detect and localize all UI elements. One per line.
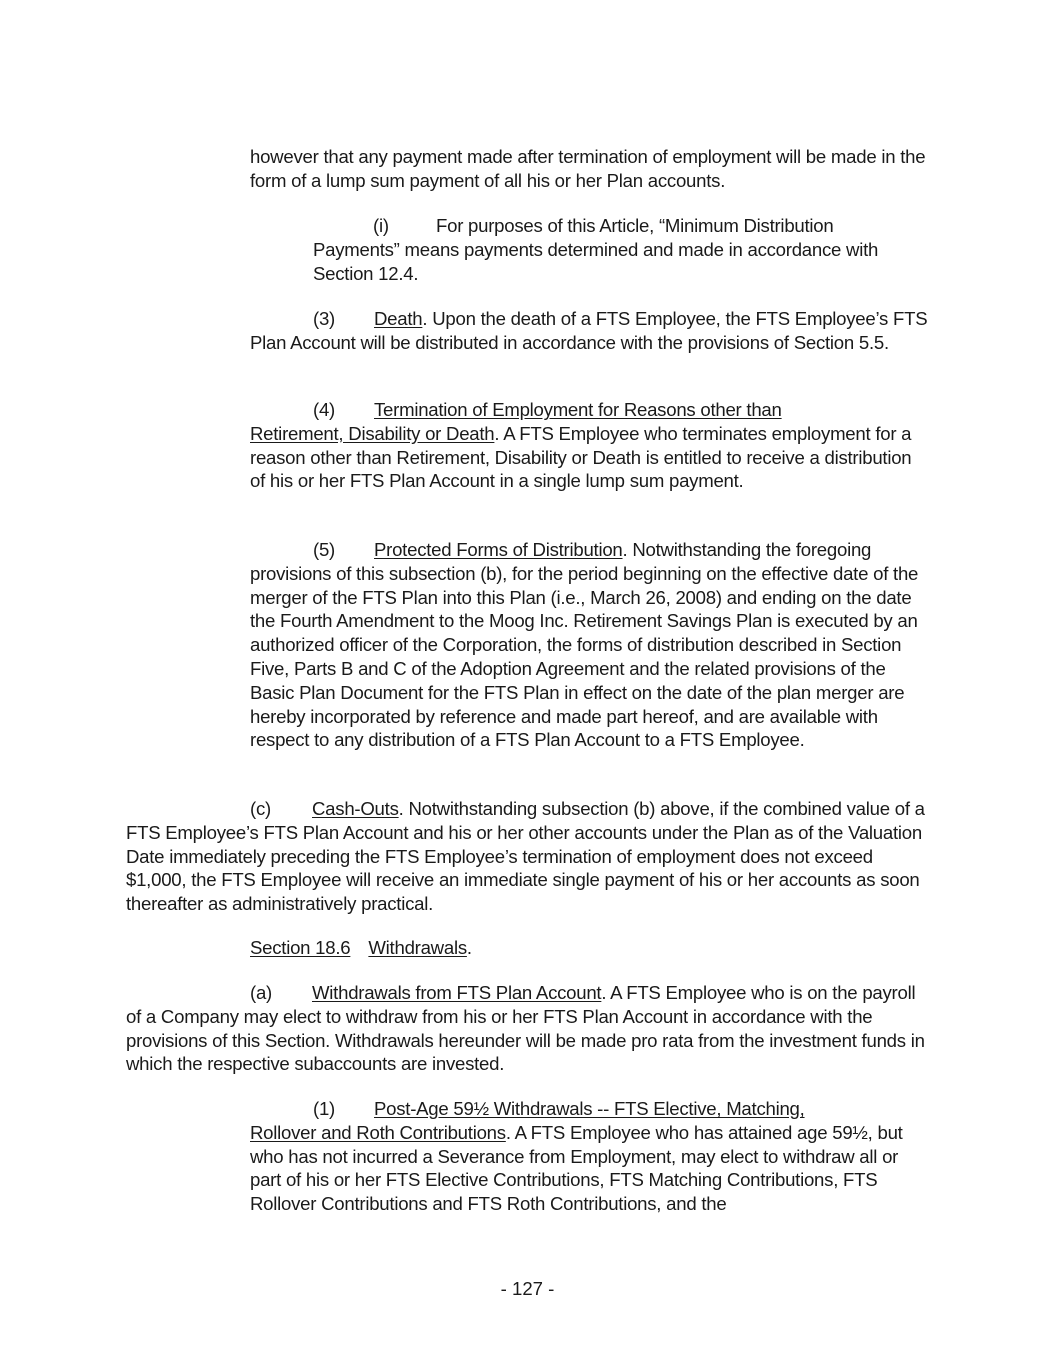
paragraph-heading-continued: Retirement, Disability or Death <box>250 422 495 444</box>
paragraph-text: . Notwithstanding subsection (b) above, if the combined value of a FTS Employee’s FTS Plan Account and his or her other accounts under the Plan as of the Valuation Date immediately preceding the FTS Employee’s termination of employment does not exceed $1,000, the FTS Employee will receive an immediate single payment of his or her accounts as soon thereafter as administratively practical. <box>126 798 925 915</box>
paragraph-text: . A FTS Employee who is on the payroll of a Company may elect to withdraw from his or her FTS Plan Account in accordance with the provisions of this Section. Withdrawals hereunder will be made pro rata from the investment funds in which the respective subaccounts are invested. <box>126 982 925 1075</box>
paragraph-text: For purposes of this Article, “Minimum Distribution Payments” means payments determined and made in accordance with Section 12.4. <box>313 215 879 284</box>
item-number: (3) <box>313 308 335 329</box>
paragraph-heading-continued: Rollover and Roth Contributions <box>250 1121 506 1143</box>
section-period: . <box>466 937 472 958</box>
paragraph-text: . A FTS Employee who terminates employment for a reason other than Retirement, Disability or Death is entitled to receive a distribution of his or her FTS Plan Account in a single lump sum payment. <box>250 422 912 492</box>
paragraph-heading: Termination of Employment for Reasons other than <box>374 399 782 420</box>
paragraph-text: . Notwithstanding the foregoing provisions of this subsection (b), for the period beginning on the effective date of the merger of the FTS Plan into this Plan (i.e., March 26, 2008) and ending on the date the Fourth Amendment to the Moog Inc. Retirement Savings Plan is executed by an authorized officer of the Corporation, the forms of distribution described in Section Five, Parts B and C of the Adoption Agreement and the related provisions of the Basic Plan Document for the FTS Plan in effect on the date of the plan merger are hereby incorporated by reference and made part hereof, and are available with respect to any distribution of a FTS Plan Account to a FTS Employee. <box>250 539 919 751</box>
item-number: (5) <box>313 539 335 560</box>
paragraph-heading: Protected Forms of Distribution <box>374 539 623 560</box>
paragraph-heading: Cash-Outs <box>312 798 399 819</box>
paragraph-i-minimum-distribution <box>313 214 913 285</box>
paragraph-4-termination <box>250 398 930 493</box>
paragraph-text: . A FTS Employee who has attained age 59½, but who has not incurred a Severance from Employment, may elect to withdraw all or part of his or her FTS Elective Contributions, FTS Matching Contributions, FTS Rollover Contributions and FTS Roth Contributions, and the <box>250 1121 903 1215</box>
paragraph-5-protected-forms <box>250 538 930 752</box>
paragraph-text: . Upon the death of a FTS Employee, the FTS Employee’s FTS Plan Account will be distributed in accordance with the provisions of Section 5.5. <box>250 308 928 353</box>
paragraph-heading: Withdrawals from FTS Plan Account <box>312 982 602 1003</box>
paragraph-a-withdrawals <box>126 981 932 1076</box>
item-number: (1) <box>313 1098 335 1119</box>
item-number: (c) <box>250 798 271 819</box>
paragraph-heading: Post-Age 59½ Withdrawals -- FTS Elective, Matching, <box>374 1098 805 1119</box>
item-number: (a) <box>250 982 272 1003</box>
item-number: (i) <box>373 215 389 236</box>
paragraph-text: however that any payment made after termination of employment will be made in the form of a lump sum payment of all his or her Plan accounts. <box>250 146 926 191</box>
paragraph-1-post-age-withdrawals <box>250 1097 930 1216</box>
paragraph-heading: Death <box>374 308 423 329</box>
item-number: (4) <box>313 399 335 420</box>
paragraph-3-death <box>250 307 930 355</box>
section-18-6-heading <box>250 936 930 960</box>
section-title: Withdrawals <box>368 937 467 958</box>
section-label: Section 18.6 <box>250 937 351 958</box>
paragraph-c-cash-outs <box>126 797 932 916</box>
paragraph-lump-sum <box>250 145 930 193</box>
page-number: - 127 - <box>500 1278 555 1299</box>
